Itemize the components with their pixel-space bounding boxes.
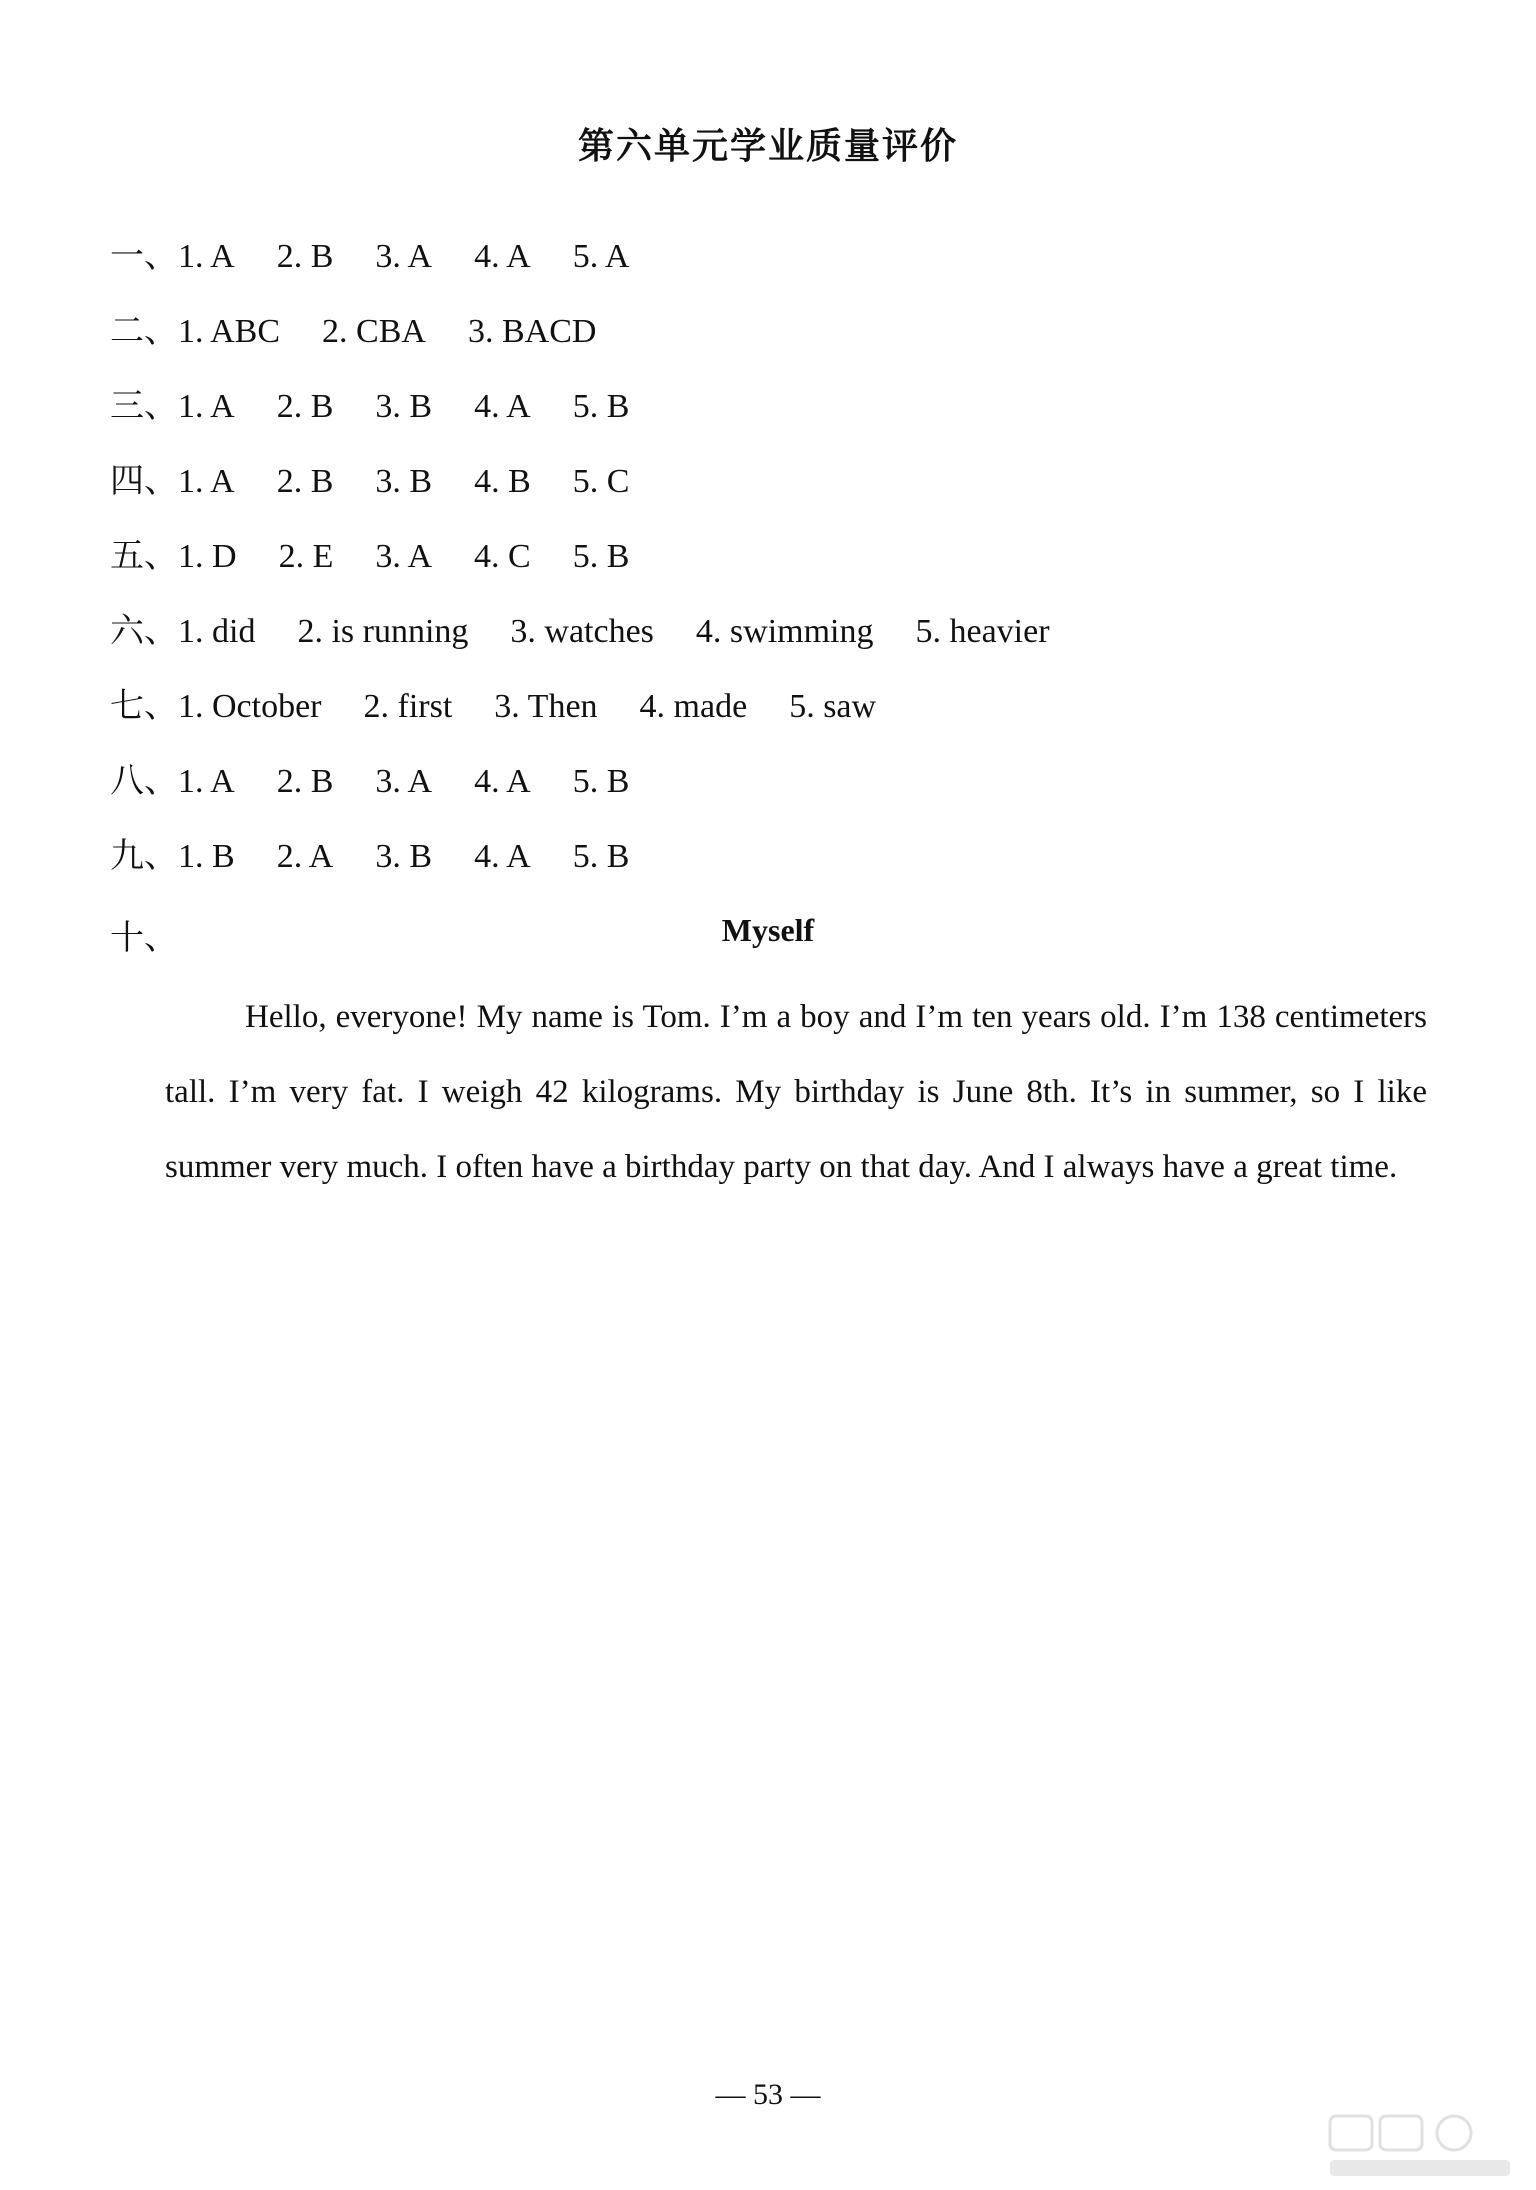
answer-item: 3. B xyxy=(375,388,433,425)
answer-item: 2. B xyxy=(276,238,334,275)
row-label: 四、 xyxy=(110,461,178,501)
row-label: 三、 xyxy=(110,386,178,426)
answer-item: 4. C xyxy=(474,538,531,575)
answer-item: 1. A xyxy=(178,763,235,800)
answer-item: 5. B xyxy=(572,538,630,575)
answer-item: 5. C xyxy=(572,463,630,500)
answer-item: 4. A xyxy=(474,238,531,275)
answer-item: 1. A xyxy=(178,463,235,500)
answer-item: 1. D xyxy=(178,538,237,575)
answer-row-4 xyxy=(110,451,1092,526)
row-label: 七、 xyxy=(110,686,178,726)
answer-item: 4. A xyxy=(474,763,531,800)
answer-row-1 xyxy=(110,226,1092,301)
answer-item: 2. is running xyxy=(297,613,469,650)
answer-item: 1. did xyxy=(178,613,256,650)
answer-item: 4. A xyxy=(474,388,531,425)
answer-item: 5. B xyxy=(572,838,630,875)
page-number: — 53 — xyxy=(715,2078,821,2111)
essay-body: Hello, everyone! My name is Tom. I’m a boy and I’m ten years old. I’m 138 centimeters tall. I’m very fat. I weigh 42 kilograms. My birthday is June 8th. It’s in summer, so I like summer very much. I often have a birthday party on that day. And I always have a great time. xyxy=(165,999,1427,1185)
row-label: 二、 xyxy=(110,311,178,351)
answer-row-2 xyxy=(110,301,1092,376)
answer-item: 2. E xyxy=(278,538,334,575)
row-label: 八、 xyxy=(110,761,178,801)
answer-item: 5. heavier xyxy=(915,613,1050,650)
answer-item: 3. A xyxy=(375,538,433,575)
answer-list xyxy=(110,226,1092,901)
answer-item: 3. B xyxy=(375,838,433,875)
row-label: 五、 xyxy=(110,536,178,576)
row-label: 九、 xyxy=(110,836,178,876)
answer-row-8 xyxy=(110,751,1092,826)
answer-row-6 xyxy=(110,601,1092,676)
answer-item: 3. watches xyxy=(510,613,654,650)
answer-item: 3. A xyxy=(375,763,433,800)
answer-item: 5. B xyxy=(572,763,630,800)
row-label: 六、 xyxy=(110,611,178,651)
answer-item: 3. BACD xyxy=(467,313,597,350)
answer-item: 1. October xyxy=(178,688,322,725)
answer-row-7 xyxy=(110,676,1092,751)
answer-item: 2. B xyxy=(276,763,334,800)
answer-item: 5. saw xyxy=(789,688,877,725)
page-title: 第六单元学业质量评价 xyxy=(577,125,958,167)
answer-item: 4. A xyxy=(474,838,531,875)
answer-item: 5. B xyxy=(572,388,630,425)
row-label: 一、 xyxy=(110,236,178,276)
answer-item: 2. B xyxy=(276,463,334,500)
answer-row-9 xyxy=(110,826,1092,901)
answer-item: 2. B xyxy=(276,388,334,425)
answer-row-3 xyxy=(110,376,1092,451)
answer-item: 1. B xyxy=(178,838,235,875)
answer-item: 4. swimming xyxy=(695,613,874,650)
answer-item: 1. ABC xyxy=(178,313,281,350)
watermark-logo-icon xyxy=(1326,2110,1516,2182)
answer-item: 2. first xyxy=(363,688,453,725)
answer-item: 5. A xyxy=(572,238,630,275)
essay-section-label: 十、 xyxy=(110,918,178,958)
answer-item: 1. A xyxy=(178,388,235,425)
answer-item: 4. made xyxy=(639,688,748,725)
essay-title: Myself xyxy=(721,912,815,948)
answer-row-5 xyxy=(110,526,1092,601)
answer-item: 4. B xyxy=(474,463,531,500)
answer-item: 3. A xyxy=(375,238,433,275)
answer-item: 2. CBA xyxy=(322,313,426,350)
answer-item: 3. B xyxy=(375,463,433,500)
answer-item: 3. Then xyxy=(494,688,598,725)
answer-item: 2. A xyxy=(276,838,334,875)
answer-item: 1. A xyxy=(178,238,235,275)
